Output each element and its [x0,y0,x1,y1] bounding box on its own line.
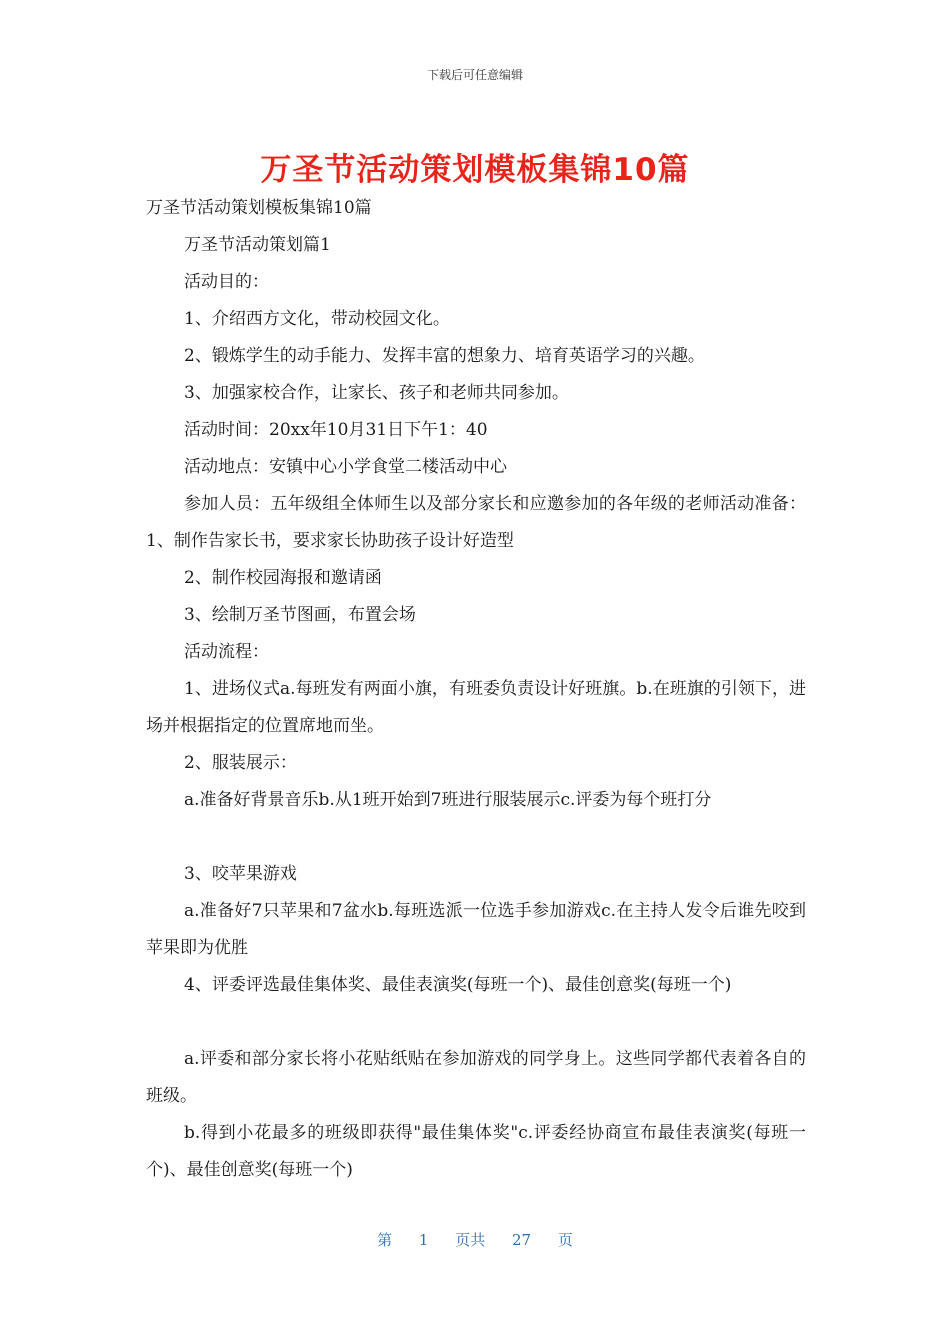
footer-total-pages: 27 [512,1231,532,1249]
paragraph: 参加人员：五年级组全体师生以及部分家长和应邀参加的各年级的老师活动准备：1、制作告家长书，要求家长协助孩子设计好造型 [146,494,806,551]
paragraph: 3、加强家校合作，让家长、孩子和老师共同参加。 [184,383,569,403]
footer-suffix: 页 [557,1231,573,1249]
paragraph: 2、锻炼学生的动手能力、发挥丰富的想象力、培育英语学习的兴趣。 [184,346,705,366]
paragraph: a.评委和部分家长将小花贴纸贴在参加游戏的同学身上。这些同学都代表着各自的班级。 [146,1049,806,1106]
paragraph: 3、咬苹果游戏 [184,864,297,884]
paragraph: 1、进场仪式a.每班发有两面小旗，有班委负责设计好班旗。b.在班旗的引领下，进场并根据指定的位置席地而坐。 [146,679,806,736]
document-title: 万圣节活动策划模板集锦10篇 [260,152,690,188]
paragraph-subtitle: 万圣节活动策划模板集锦10篇 [146,198,372,218]
paragraph: 活动目的： [184,272,269,292]
paragraph: 3、绘制万圣节图画，布置会场 [184,605,416,625]
footer-middle: 页共 [455,1231,486,1249]
paragraph: 活动地点：安镇中心小学食堂二楼活动中心 [184,457,507,477]
header-note: 下载后可任意编辑 [426,68,523,82]
spacer [146,819,806,856]
paragraph: a.准备好背景音乐b.从1班开始到7班进行服装展示c.评委为每个班打分 [184,790,712,810]
page-footer [0,1229,950,1250]
paragraph: 1、介绍西方文化，带动校园文化。 [184,309,450,329]
paragraph: 2、制作校园海报和邀请函 [184,568,382,588]
paragraph-section-heading: 万圣节活动策划篇1 [184,235,331,255]
spacer [146,1004,806,1041]
paragraph: a.准备好7只苹果和7盆水b.每班选派一位选手参加游戏c.在主持人发令后谁先咬到苹果即为优胜 [146,901,806,958]
footer-page-number: 1 [418,1231,429,1249]
paragraph: 活动时间：20xx年10月31日下午1：40 [184,420,488,440]
paragraph: b.得到小花最多的班级即获得"最佳集体奖"c.评委经协商宣布最佳表演奖(每班一个)、最佳创意奖(每班一个) [146,1123,806,1180]
paragraph: 4、评委评选最佳集体奖、最佳表演奖(每班一个)、最佳创意奖(每班一个) [184,975,732,995]
footer-prefix: 第 [377,1231,393,1249]
paragraph: 活动流程： [184,642,269,662]
document-body [146,190,806,1189]
paragraph: 2、服装展示： [184,753,297,773]
